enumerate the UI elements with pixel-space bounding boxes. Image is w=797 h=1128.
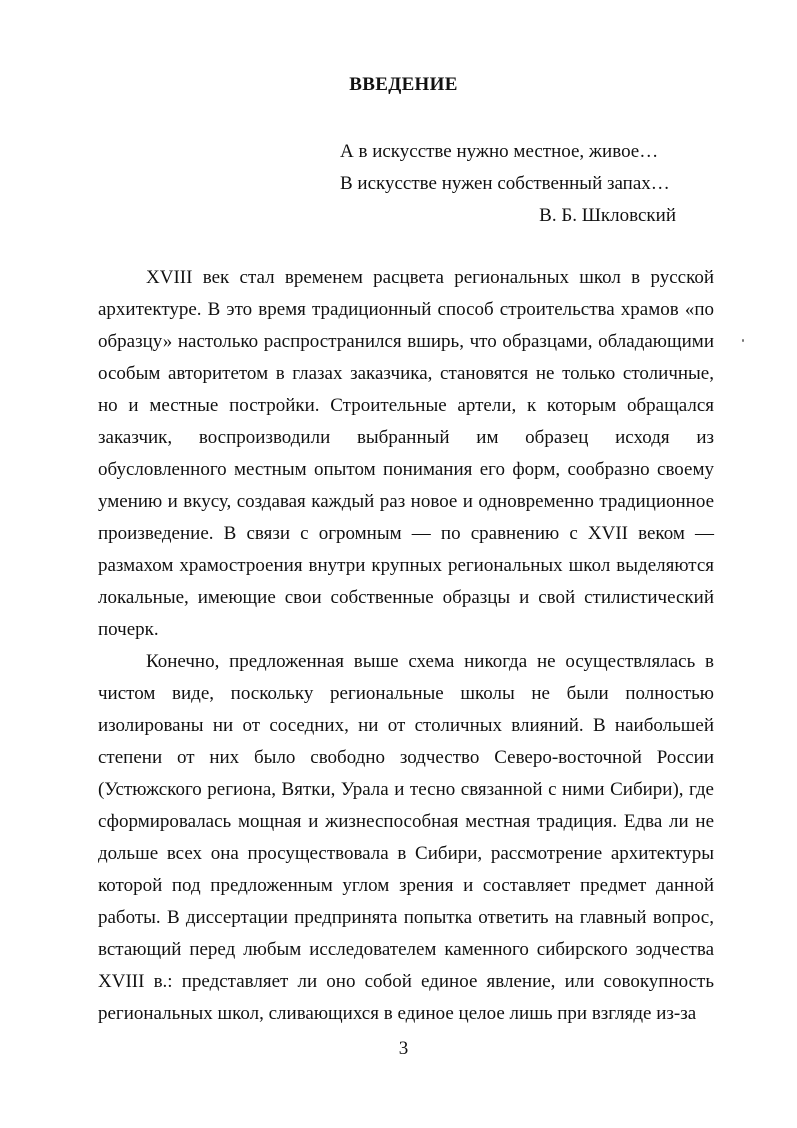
epigraph-line-1: А в искусстве нужно местное, живое… <box>340 141 659 162</box>
epigraph-line-2: В искусстве нужен собственный запах… <box>340 173 670 194</box>
paragraph-1: XVIII век стал временем расцвета региональных школ в русской архитектуре. В это время традиционный способ строительства храмов «по образцу» настолько распространился вширь, что образцами, обладающими особым авторитетом в глазах заказчика, становятся не только столичные, но и местные постройки. Строительные артели, к которым обращался заказчик, воспроизводили выбранный им образец исходя из обусловленного местным опытом понимания его форм, сообразно своему умению и вкусу, создавая каждый раз новое и одновременно традиционное произведение. В связи с огромным — по сравнению с XVII веком — размахом храмостроения внутри крупных региональных школ выделяются локальные, имеющие свои собственные образцы и свой стилистический почерк. <box>98 267 714 640</box>
page-number: 3 <box>398 1038 409 1059</box>
scan-speck <box>742 339 744 342</box>
body-text <box>98 262 714 1030</box>
paragraph-2: Конечно, предложенная выше схема никогда не осуществлялась в чистом виде, поскольку региональные школы не были полностью изолированы ни от соседних, ни от столичных влияний. В наибольшей степени от них было свободно зодчество Северо-восточной России (Устюжского региона, Вятки, Урала и тесно связанной с ними Сибири), где сформировалась мощная и жизнеспособная местная традиция. Едва ли не дольше всех она просуществовала в Сибири, рассмотрение архитектуры которой под предложенным углом зрения и составляет предмет данной работы. В диссертации предпринята попытка ответить на главный вопрос, встающий перед любым исследователем каменного сибирского зодчества XVIII в.: представляет ли оно собой единое явление, или совокупность региональных школ, сливающихся в единое целое лишь при взгляде из-за <box>98 651 714 1024</box>
epigraph-author: В. Б. Шкловский <box>539 205 676 226</box>
chapter-title: ВВЕДЕНИЕ <box>349 74 458 95</box>
epigraph <box>340 136 676 232</box>
